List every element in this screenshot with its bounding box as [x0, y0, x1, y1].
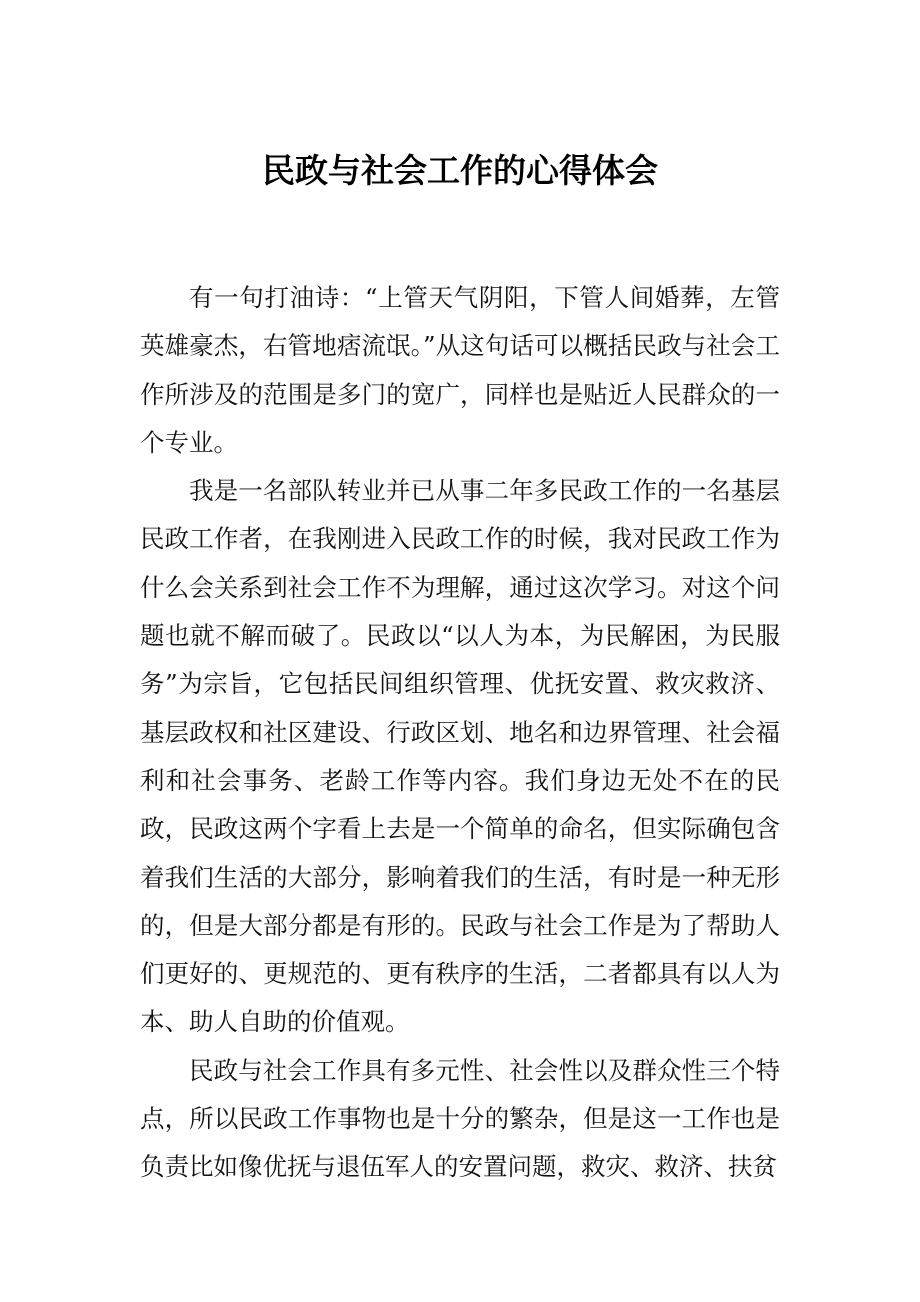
document-title: 民政与社会工作的心得体会 — [262, 151, 658, 190]
paragraph-2: 我是一名部队转业并已从事二年多民政工作的一名基层民政工作者，在我刚进入民政工作的时候，我对民政工作为什么会关系到社会工作不为理解，通过这次学习。对这个问题也就不解而破了。民政以“以人为本，为民解困，为民服务”为宗旨，它包括民间组织管理、优抚安置、救灾救济、基层政权和社区建设、行政区划、地名和边界管理、社会福利和社会事务、老龄工作等内容。我们身边无处不在的民政，民政这两个字看上去是一个简单的命名，但实际确包含着我们生活的大部分，影响着我们的生活，有时是一种无形的，但是大部分都是有形的。民政与社会工作是为了帮助人们更好的、更规范的、更有秩序的生活，二者都具有以人为本、助人自助的价值观。 — [140, 476, 780, 1037]
paragraph-1: 有一句打油诗：“上管天气阴阳，下管人间婚葬，左管英雄豪杰，右管地痞流氓。”从这句话可以概括民政与社会工作所涉及的范围是多门的宽广，同样也是贴近人民群众的一个专业。 — [140, 283, 780, 457]
paragraph-3: 民政与社会工作具有多元性、社会性以及群众性三个特点，所以民政工作事物也是十分的繁杂，但是这一工作也是负责比如像优抚与退伍军人的安置问题，救灾、救济、扶贫 — [140, 1055, 780, 1182]
document-body — [140, 274, 780, 1192]
